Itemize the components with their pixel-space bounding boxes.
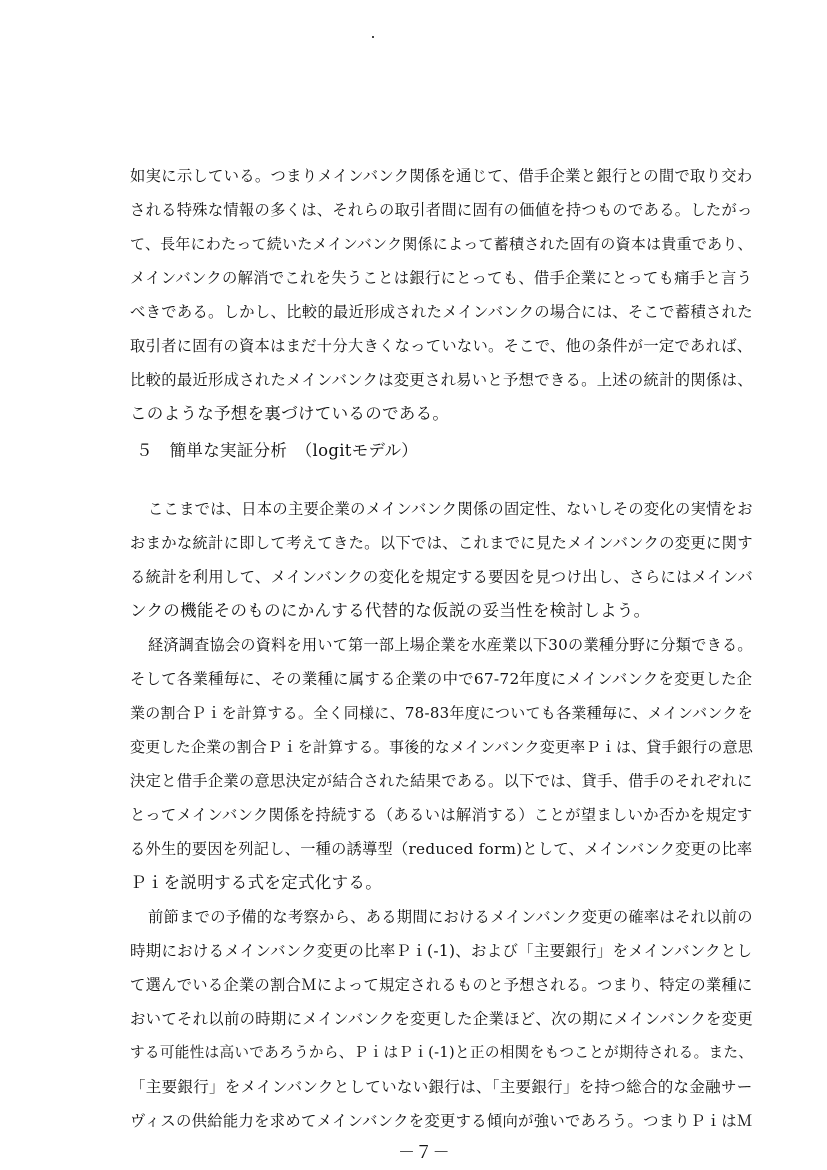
text-line: ンクの機能そのものにかんする代替的な仮説の妥当性を検討しよう。: [130, 601, 651, 620]
text-line: 前節までの予備的な考察から、ある期間におけるメインバンク変更の確率はそれ以前の: [148, 908, 753, 926]
text-line: て選んでいる企業の割合Ｍによって規定されるものと予想される。つまり、特定の業種に: [130, 976, 753, 994]
text-line: そして各業種毎に、その業種に属する企業の中で67-72年度にメインバンクを変更した企: [130, 670, 753, 688]
scan-speck: [372, 36, 374, 38]
text-line: て、長年にわたって続いたメインバンク関係によって蓄積された固有の資本は貴重であり、: [130, 235, 753, 253]
text-line: このような予想を裏づけているのである。: [130, 404, 450, 423]
text-line: ヴィスの供給能力を求めてメインバンクを変更する傾向が強いであろう。つまりＰｉはＭ: [130, 1112, 753, 1130]
text-line: 時期におけるメインバンク変更の比率Ｐｉ(-1)、および「主要銀行」をメインバンクとし: [130, 942, 753, 960]
text-line: Ｐｉを説明する式を定式化する。: [130, 873, 382, 892]
page-number: －７－: [398, 1143, 450, 1163]
text-line: する可能性は高いであろうから、ＰｉはＰｉ(-1)と正の相関をもつことが期待される。また、: [130, 1044, 754, 1061]
text-line: 業の割合Ｐｉを計算する。全く同様に、78-83年度についても各業種毎に、メインバンクを: [130, 704, 753, 722]
text-line: とってメインバンク関係を持続する（あるいは解消する）ことが望ましいか否かを規定す: [130, 806, 753, 824]
text-line: 変更した企業の割合Ｐｉを計算する。事後的なメインバンク変更率Ｐｉは、貸手銀行の意思: [130, 738, 754, 756]
text-line: 決定と借手企業の意思決定が結合された結果である。以下では、貸手、借手のそれぞれに: [130, 772, 753, 790]
text-line: 比較的最近形成されたメインバンクは変更され易いと予想できる。上述の統計的関係は、: [130, 371, 753, 389]
section-heading: ５ 簡単な実証分析 （logitモデル）: [136, 441, 419, 460]
text-line: メインバンクの解消でこれを失うことは銀行にとっても、借手企業にとっても痛手と言う: [130, 269, 753, 287]
text-line: 「主要銀行」をメインバンクとしていない銀行は、「主要銀行」を持つ総合的な金融サー: [130, 1078, 753, 1096]
text-line: る外生的要因を列記し、一種の誘導型（reduced form)として、メインバンク変更の比率: [130, 840, 753, 858]
text-line: おまかな統計に即して考えてきた。以下では、これまでに見たメインバンクの変更に関す: [130, 534, 753, 552]
text-line: ここまでは、日本の主要企業のメインバンク関係の固定性、ないしその変化の実情をお: [148, 500, 753, 518]
text-line: 経済調査協会の資料を用いて第一部上場企業を水産業以下30の業種分野に分類できる。: [148, 636, 753, 654]
text-line: おいてそれ以前の時期にメインバンクを変更した企業ほど、次の期にメインバンクを変更: [130, 1010, 753, 1028]
text-line: 取引者に固有の資本はまだ十分大きくなっていない。そこで、他の条件が一定であれば、: [130, 337, 753, 355]
text-line: 如実に示している。つまりメインバンク関係を通じて、借手企業と銀行との間で取り交わ: [130, 167, 753, 185]
text-line: べきである。しかし、比較的最近形成されたメインバンクの場合には、そこで蓄積された: [130, 303, 753, 321]
text-line: る統計を利用して、メインバンクの変化を規定する要因を見つけ出し、さらにはメインバ: [130, 568, 753, 586]
text-line: される特殊な情報の多くは、それらの取引者間に固有の価値を持つものである。したがっ: [130, 201, 753, 219]
